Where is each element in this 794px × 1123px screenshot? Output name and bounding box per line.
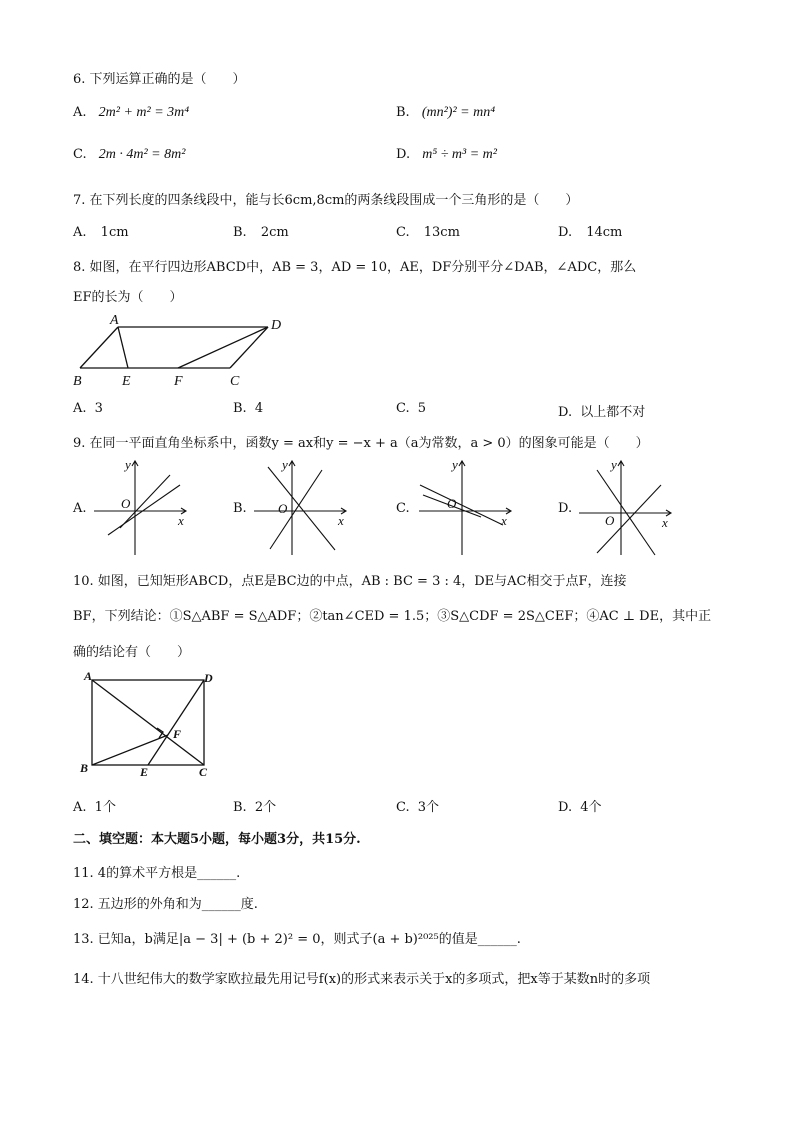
y-axis-label: y — [125, 457, 131, 472]
point-label-e: E — [122, 374, 131, 389]
option-label: D. — [558, 800, 573, 815]
q11-text: 11. 4的算术平方根是______. — [73, 866, 241, 881]
point-label-e: E — [140, 765, 149, 779]
origin-label: O — [121, 496, 131, 511]
q14-text: 14. 十八世纪伟大的数学家欧拉最先用记号f(x)的形式来表示关于x的多项式，把x等于某数n时的多项 — [73, 972, 651, 987]
q12-text: 12. 五边形的外角和为______度. — [73, 897, 258, 912]
option-expr: m⁵ ÷ m³ = m² — [422, 147, 497, 162]
q7-option-d — [558, 225, 622, 240]
option-label: C. — [73, 147, 87, 162]
option-label: A. — [73, 105, 87, 120]
segment-de — [148, 680, 204, 765]
option-label: B. — [233, 800, 247, 815]
option-label: A. — [73, 225, 87, 240]
point-label-d: D — [271, 318, 282, 333]
q9-stem: 9. 在同一平面直角坐标系中，函数y = ax和y = −x + a（a为常数，a > 0）的图象可能是（ ） — [73, 436, 649, 451]
q9-option-d-label: D. — [558, 501, 573, 516]
q10-stem-line2: BF，下列结论：①S△ABF = S△ADF；②tan∠CED = 1.5；③S△CDF = 2S△CEF；④AC ⊥ DE，其中正 — [73, 609, 712, 624]
q8-option-d — [558, 401, 645, 420]
option-label: A. — [73, 800, 87, 815]
q10-option-d — [558, 796, 602, 815]
option-expr: 2m² + m² = 3m⁴ — [98, 105, 190, 120]
x-axis-label: x — [662, 515, 668, 530]
option-label: C. — [396, 401, 410, 416]
q9-graph-c — [415, 455, 525, 560]
origin-label: O — [605, 513, 615, 528]
q6-option-b — [396, 105, 495, 121]
option-text: 4 — [254, 401, 264, 416]
point-label-f: F — [173, 727, 182, 741]
q7-option-b — [233, 225, 289, 240]
option-text: 2cm — [260, 225, 289, 240]
option-text: 1个 — [94, 800, 116, 815]
diagonal-ac — [92, 680, 204, 765]
q8-parallelogram-figure — [70, 312, 290, 390]
option-label: B. — [233, 401, 247, 416]
q6-stem: 6. 下列运算正确的是（ ） — [73, 72, 246, 87]
option-label: C. — [396, 225, 410, 240]
q9-option-a-label: A. — [73, 501, 87, 516]
option-text: 4个 — [580, 800, 602, 815]
segment-df — [178, 327, 268, 368]
option-label: D. — [396, 147, 411, 162]
option-label: B. — [396, 105, 410, 120]
option-expr: 2m · 4m² = 8m² — [98, 147, 186, 162]
q8-option-b — [233, 401, 263, 416]
section-heading-fill-in: 二、填空题：本大题5小题，每小题3分，共15分. — [73, 832, 361, 847]
option-text: 3个 — [417, 800, 440, 815]
x-axis-label: x — [501, 513, 507, 528]
option-label: D. — [558, 405, 573, 420]
q9-graph-a — [90, 455, 200, 560]
option-expr: (mn²)² = mn⁴ — [421, 105, 496, 120]
point-label-c: C — [199, 765, 208, 779]
q7-stem: 7. 在下列长度的四条线段中，能与长6cm,8cm的两条线段围成一个三角形的是（ ） — [73, 193, 579, 208]
option-text: 13cm — [423, 225, 460, 240]
point-label-f: F — [174, 374, 183, 389]
origin-label: O — [278, 501, 288, 516]
option-label: C. — [396, 800, 410, 815]
q9-graph-b — [250, 455, 360, 560]
q8-stem-line2: EF的长为（ ） — [73, 290, 183, 305]
point-label-b: B — [80, 761, 89, 775]
option-text: 3 — [94, 401, 103, 416]
q7-option-a — [73, 225, 129, 240]
point-label-a: A — [84, 669, 93, 683]
y-axis-label: y — [282, 457, 288, 472]
q13-text: 13. 已知a，b满足|a − 3| + (b + 2)² = 0，则式子(a + b)²⁰²⁵的值是______. — [73, 932, 521, 947]
q8-stem-line1: 8. 如图，在平行四边形ABCD中，AB = 3，AD = 10，AE，DF分别平分∠DAB，∠ADC，那么 — [73, 260, 637, 275]
q10-stem-line1: 10. 如图，已知矩形ABCD，点E是BC边的中点，AB : BC = 3 : 4，DE与AC相交于点F，连接 — [73, 574, 627, 589]
option-label: A. — [73, 401, 87, 416]
q9-option-c-label: C. — [396, 501, 410, 516]
option-label: D. — [558, 225, 573, 240]
q9-graph-d — [575, 455, 685, 560]
option-text: 2个 — [254, 800, 277, 815]
origin-label: O — [447, 496, 457, 511]
q8-option-c — [396, 401, 426, 416]
option-text: 14cm — [586, 225, 623, 240]
point-label-c: C — [230, 374, 240, 389]
x-axis-label: x — [178, 513, 184, 528]
point-label-b: B — [73, 374, 82, 389]
x-axis-label: x — [338, 513, 344, 528]
q6-option-d — [396, 147, 497, 163]
q6-option-c — [73, 147, 185, 163]
segment-ab — [80, 327, 118, 368]
line-y-ax — [108, 485, 180, 535]
segment-bf — [92, 735, 168, 765]
q10-option-a — [73, 796, 116, 815]
option-text: 1cm — [100, 225, 129, 240]
point-label-d: D — [204, 671, 213, 685]
point-label-a: A — [110, 313, 119, 328]
q10-option-c — [396, 796, 439, 815]
q8-option-a — [73, 401, 103, 416]
option-text: 5 — [417, 401, 427, 416]
option-text: 以上都不对 — [580, 405, 646, 420]
q9-option-b-label: B. — [233, 501, 247, 516]
q10-option-b — [233, 796, 276, 815]
q10-rectangle-figure — [76, 668, 226, 780]
y-axis-label: y — [611, 457, 617, 472]
q6-option-a — [73, 105, 189, 121]
q7-option-c — [396, 225, 460, 240]
y-axis-label: y — [452, 457, 458, 472]
segment-ae — [118, 327, 128, 368]
q10-stem-line3: 确的结论有（ ） — [73, 645, 191, 660]
segment-dc — [230, 327, 268, 368]
option-label: B. — [233, 225, 247, 240]
